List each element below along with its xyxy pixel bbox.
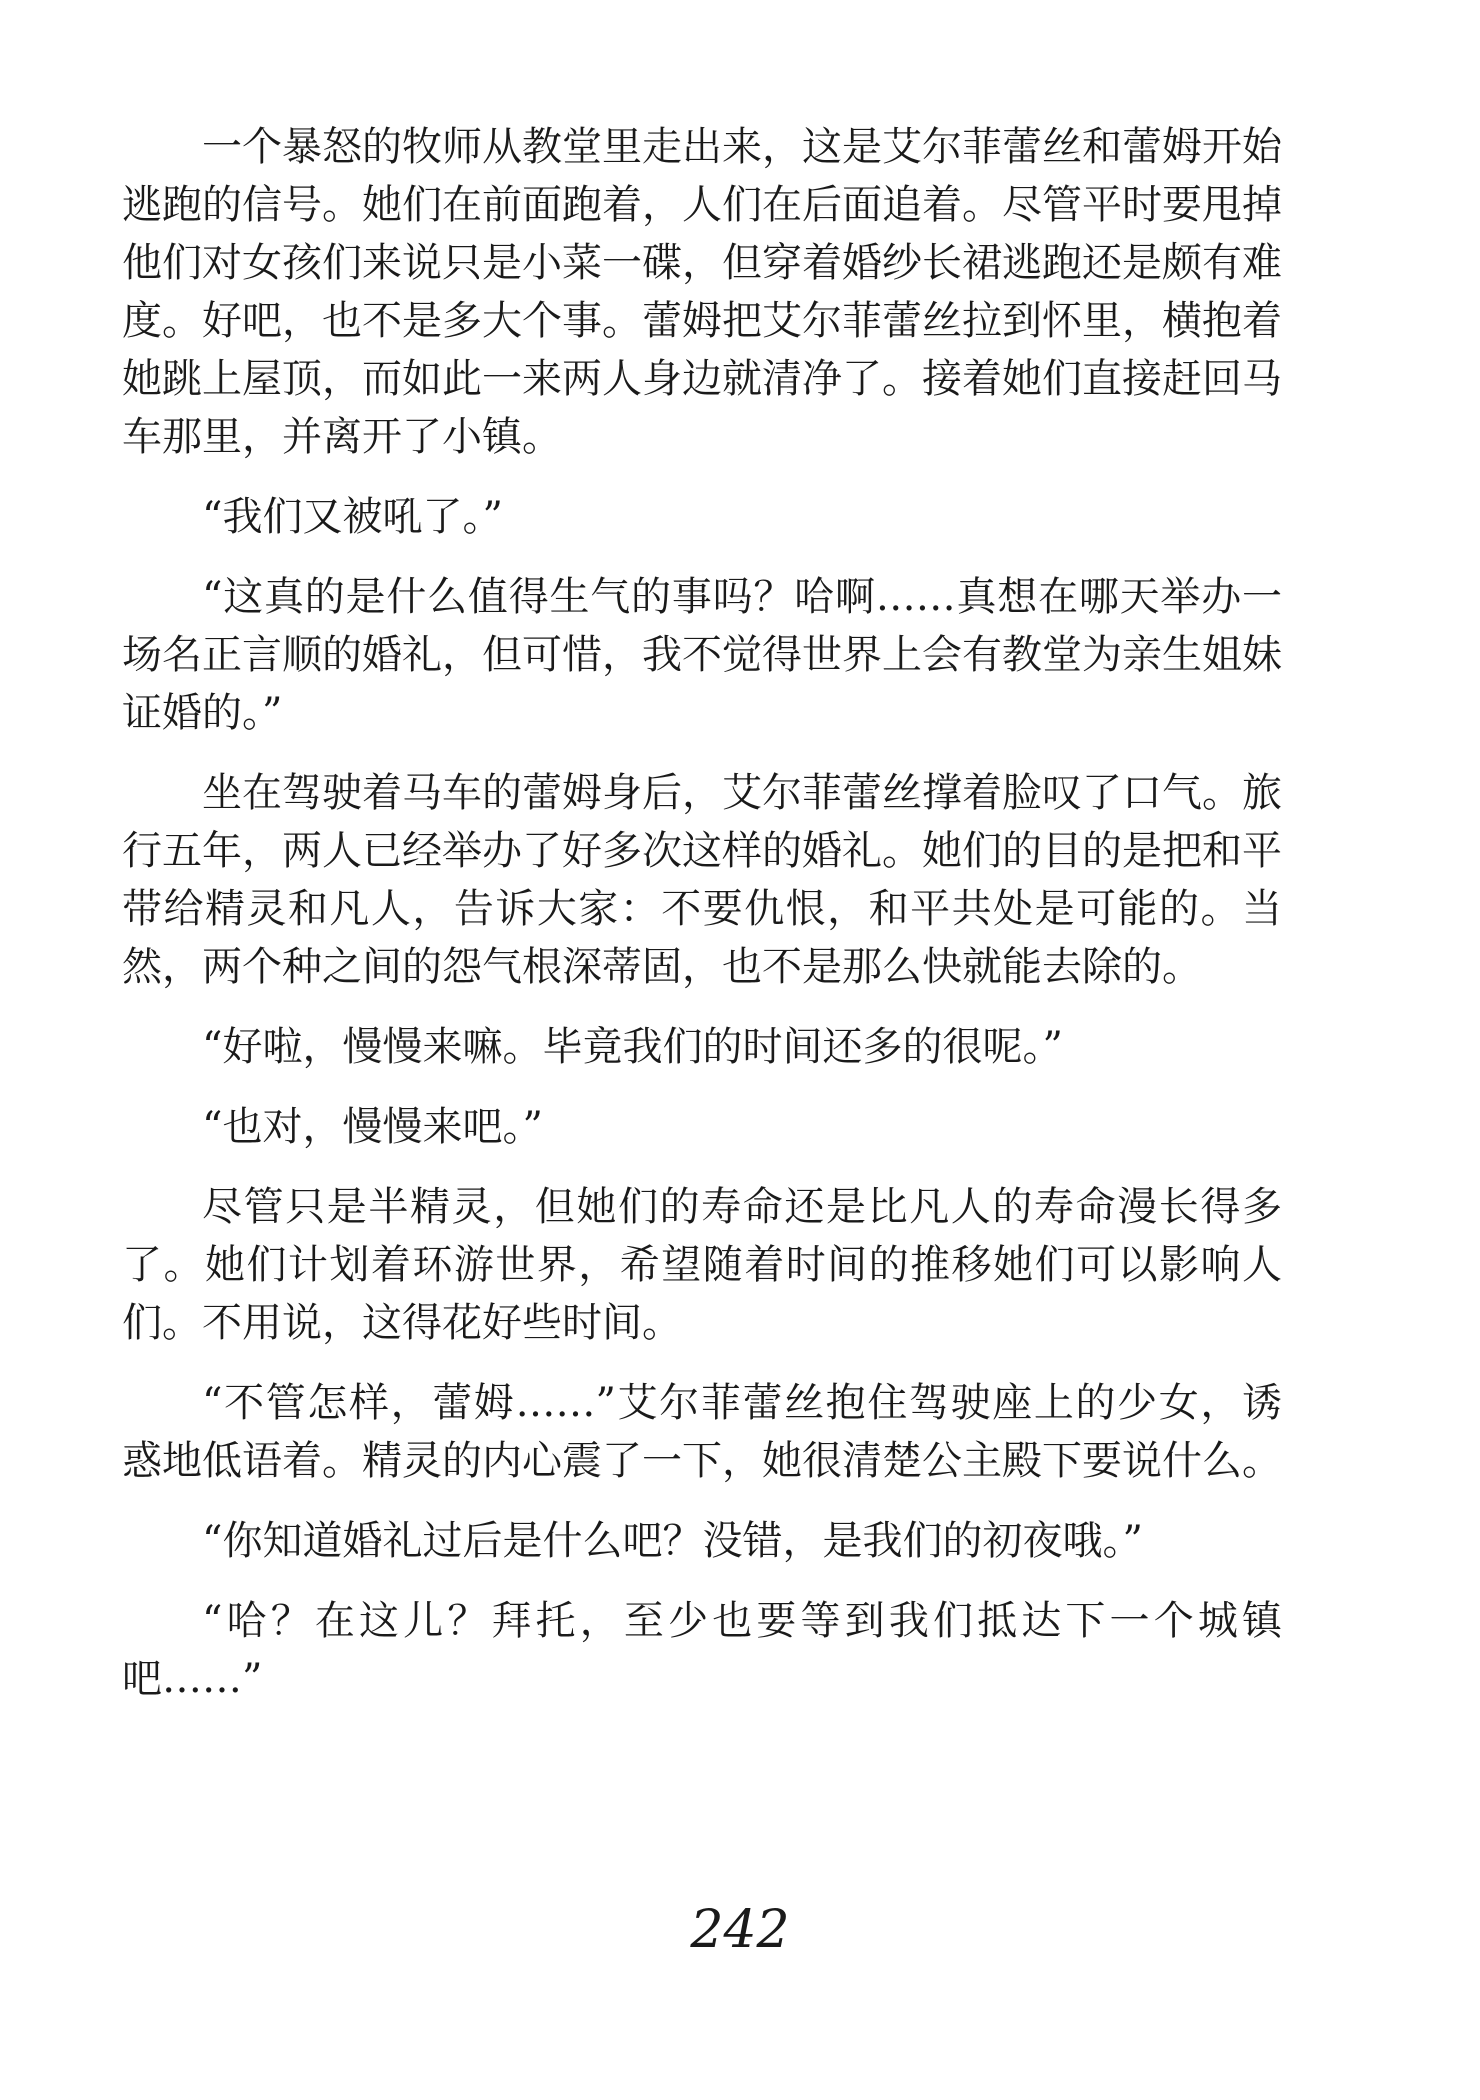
paragraph-3: “这真的是什么值得生气的事吗？哈啊……真想在哪天举办一场名正言顺的婚礼，但可惜，我不觉得世界上会有教堂为亲生姐妹证婚的。” [122, 574, 1282, 736]
paragraph-10: “哈？在这儿？拜托，至少也要等到我们抵达下一个城镇吧……” [122, 1598, 1282, 1702]
page-number: 242 [690, 1900, 790, 1960]
paragraph-4: 坐在驾驶着马车的蕾姆身后，艾尔菲蕾丝撑着脸叹了口气。旅行五年，两人已经举办了好多次这样的婚礼。她们的目的是把和平带给精灵和凡人，告诉大家：不要仇恨，和平共处是可能的。当然，两个种之间的怨气根深蒂固，也不是那么快就能去除的。 [122, 770, 1282, 990]
page-body [122, 118, 1282, 1730]
paragraph-8: “不管怎样，蕾姆……”艾尔菲蕾丝抱住驾驶座上的少女，诱惑地低语着。精灵的内心震了一下，她很清楚公主殿下要说什么。 [122, 1380, 1282, 1484]
paragraph-2: “我们又被吼了。” [202, 494, 503, 540]
paragraph-7: 尽管只是半精灵，但她们的寿命还是比凡人的寿命漫长得多了。她们计划着环游世界，希望随着时间的推移她们可以影响人们。不用说，这得花好些时间。 [122, 1184, 1282, 1346]
paragraph-5: “好啦，慢慢来嘛。毕竟我们的时间还多的很呢。” [202, 1024, 1063, 1070]
paragraph-6: “也对，慢慢来吧。” [202, 1104, 543, 1150]
paragraph-1: 一个暴怒的牧师从教堂里走出来，这是艾尔菲蕾丝和蕾姆开始逃跑的信号。她们在前面跑着，人们在后面追着。尽管平时要甩掉他们对女孩们来说只是小菜一碟，但穿着婚纱长裙逃跑还是颇有难度。好吧，也不是多大个事。蕾姆把艾尔菲蕾丝拉到怀里，横抱着她跳上屋顶，而如此一来两人身边就清净了。接着她们直接赶回马车那里，并离开了小镇。 [122, 124, 1282, 460]
paragraph-9: “你知道婚礼过后是什么吧？没错，是我们的初夜哦。” [202, 1518, 1143, 1564]
